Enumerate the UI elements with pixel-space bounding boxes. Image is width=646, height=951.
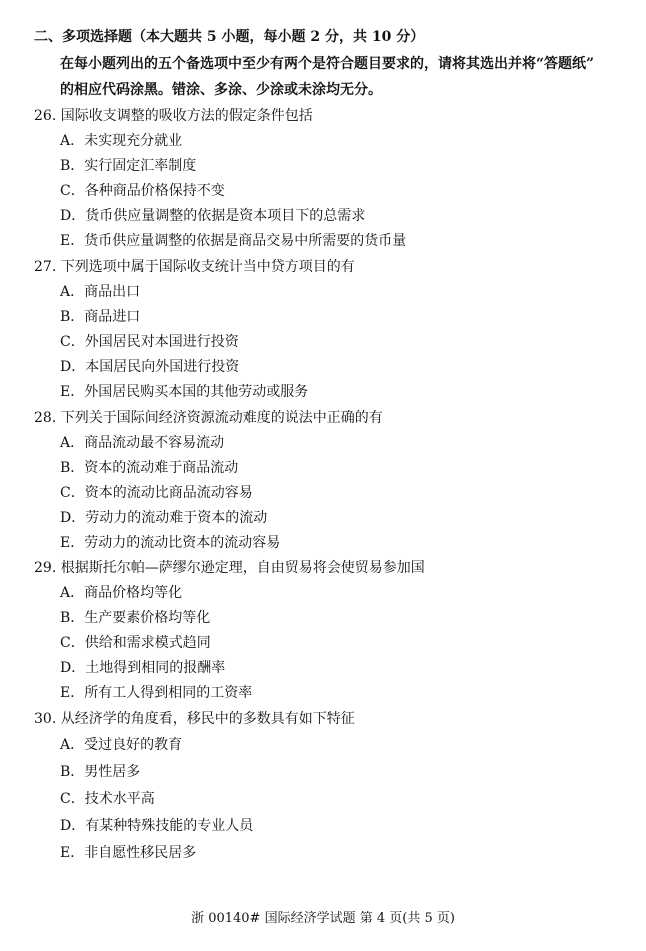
option-b: B．资本的流动难于商品流动 (60, 460, 239, 476)
option-a: A．商品流动最不容易流动 (60, 435, 225, 451)
question-26 (34, 104, 634, 254)
question-27 (34, 255, 634, 405)
option-c: C．资本的流动比商品流动容易 (60, 485, 253, 501)
question-stem: 27. 下列选项中属于国际收支统计当中贷方项目的有 (34, 259, 355, 275)
option-b: B．实行固定汇率制度 (60, 158, 197, 174)
question-30 (34, 707, 634, 867)
page-footer: 浙 00140# 国际经济学试题 第 4 页(共 5 页) (191, 911, 455, 926)
option-a: A．商品价格均等化 (60, 585, 183, 601)
option-d: D．货币供应量调整的依据是资本项目下的总需求 (60, 208, 366, 224)
option-a: A．受过良好的教育 (60, 737, 183, 753)
instruction-line: 在每小题列出的五个备选项中至少有两个是符合题目要求的，请将其选出并将“答题纸” (60, 56, 595, 72)
instruction-line: 的相应代码涂黑。错涂、多涂、少涂或未涂均无分。 (60, 82, 382, 98)
question-stem: 29. 根据斯托尔帕—萨缪尔逊定理，自由贸易将会使贸易参加国 (34, 560, 425, 576)
option-d: D．有某种特殊技能的专业人员 (60, 818, 254, 834)
question-stem: 28. 下列关于国际间经济资源流动难度的说法中正确的有 (34, 410, 383, 426)
option-a: A．未实现充分就业 (60, 133, 183, 149)
option-c: C．各种商品价格保持不变 (60, 183, 225, 199)
section-title: 二、多项选择题（本大题共 5 小题，每小题 2 分，共 10 分） (34, 29, 425, 45)
question-stem: 26. 国际收支调整的吸收方法的假定条件包括 (34, 108, 313, 124)
option-e: E．非自愿性移民居多 (60, 845, 197, 861)
option-e: E．劳动力的流动比资本的流动容易 (60, 535, 281, 551)
option-e: E．货币供应量调整的依据是商品交易中所需要的货币量 (60, 233, 407, 249)
option-c: C．外国居民对本国进行投资 (60, 334, 239, 350)
option-b: B．商品进口 (60, 309, 141, 325)
option-e: E．外国居民购买本国的其他劳动或服务 (60, 384, 309, 400)
option-d: D．劳动力的流动难于资本的流动 (60, 510, 268, 526)
option-c: C．技术水平高 (60, 791, 155, 807)
option-d: D．本国居民向外国进行投资 (60, 359, 240, 375)
option-c: C．供给和需求模式趋同 (60, 635, 211, 651)
option-b: B．生产要素价格均等化 (60, 610, 211, 626)
option-b: B．男性居多 (60, 764, 141, 780)
option-d: D．土地得到相同的报酬率 (60, 660, 226, 676)
section-instructions (60, 51, 630, 103)
question-29 (34, 556, 634, 706)
option-a: A．商品出口 (60, 284, 141, 300)
question-stem: 30. 从经济学的角度看，移民中的多数具有如下特征 (34, 711, 355, 727)
question-28 (34, 406, 634, 556)
option-e: E．所有工人得到相同的工资率 (60, 685, 253, 701)
